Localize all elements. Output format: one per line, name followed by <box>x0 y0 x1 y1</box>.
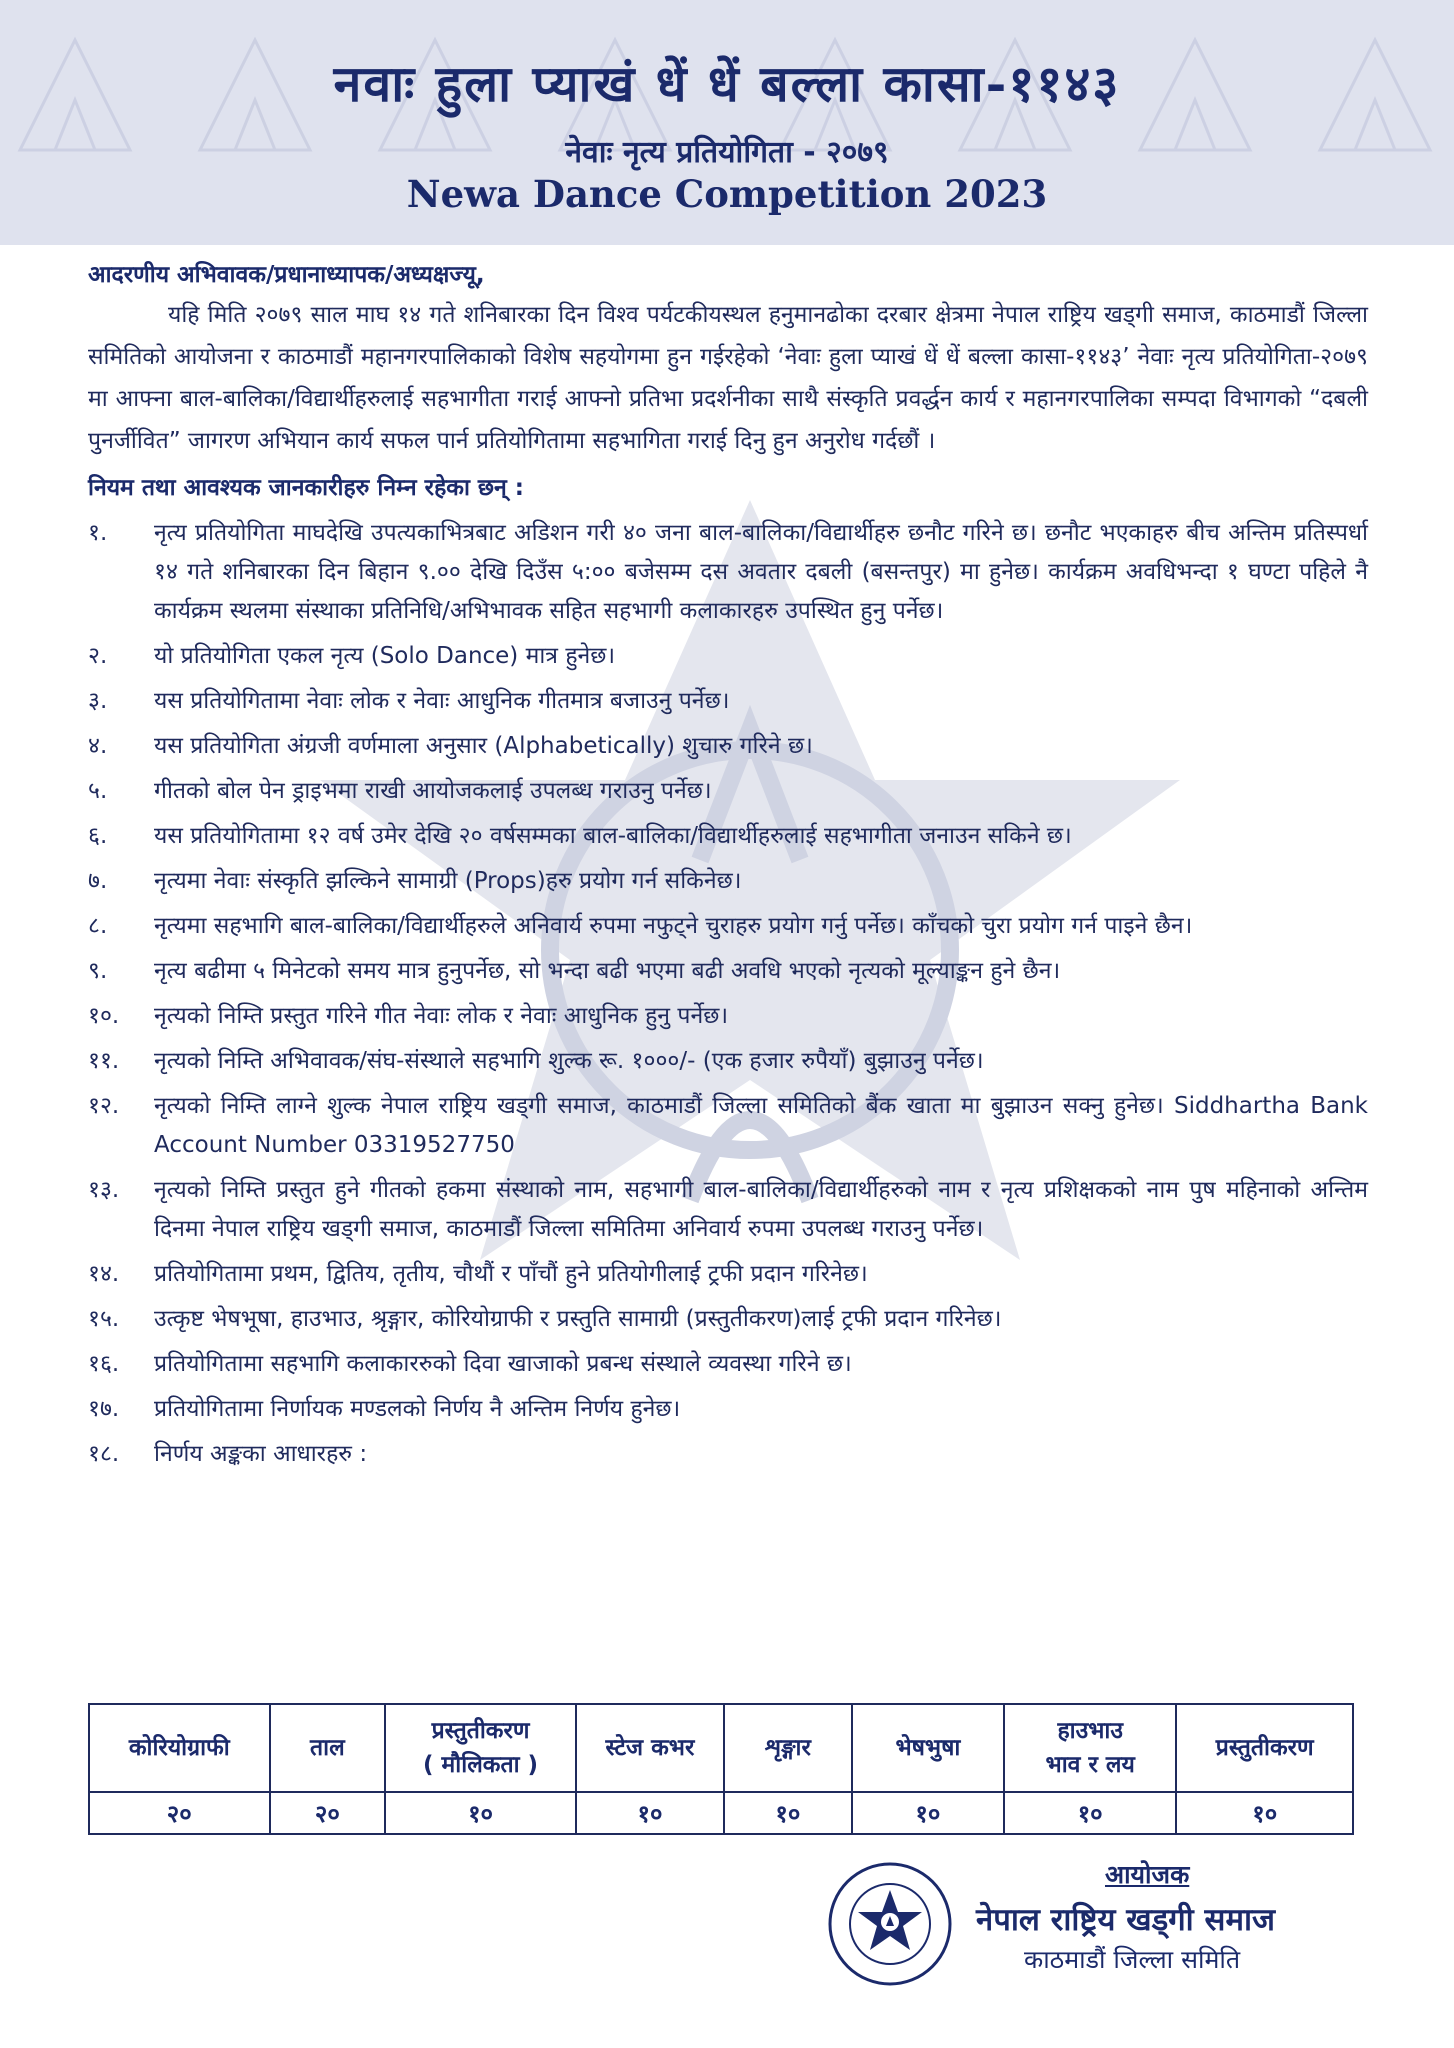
criteria-score: १० <box>852 1792 1004 1834</box>
rule-item <box>88 1042 1368 1081</box>
rule-item <box>88 682 1368 721</box>
scoring-criteria-table <box>88 1703 1354 1835</box>
table-header-row <box>89 1704 1353 1792</box>
rule-number: १४. <box>88 1261 120 1287</box>
table-row <box>89 1792 1353 1834</box>
rule-text: नृत्यको निम्ति प्रस्तुत हुने गीतको हकमा संस्थाको नाम, सहभागी बाल-बालिका/विद्यार्थीहरुको नाम र नृत्य प्रशिक्षकको नाम पुष महिनाको अन्तिम दिनमा नेपाल राष्ट्रिय खड्गी समाज, काठमाडौं जिल्ला समितिमा अनिवार्य रुपमा उपलब्ध गराउनु पर्नेछ। <box>154 1177 1368 1242</box>
rule-item <box>88 997 1368 1036</box>
title-newa-script: नवाः हुला प्याखं धें धें बल्ला कासा-११४३ <box>333 54 1121 113</box>
title-english: Newa Dance Competition 2023 <box>406 172 1048 216</box>
rule-number: ११. <box>88 1048 120 1074</box>
criteria-label: प्रस्तुतीकरण <box>431 1718 530 1744</box>
rules-heading: नियम तथा आवश्यक जानकारीहरु निम्न रहेका छन् : <box>88 475 525 501</box>
criteria-label: शृङ्गार <box>764 1735 811 1761</box>
rule-number: १८. <box>88 1441 120 1467</box>
rule-item <box>88 1435 1368 1474</box>
criteria-sublabel: ( मौलिकता ) <box>423 1752 539 1778</box>
criteria-header <box>1004 1704 1176 1792</box>
rule-number: ४. <box>88 733 108 759</box>
criteria-score: १० <box>1004 1792 1176 1834</box>
criteria-score: १० <box>576 1792 724 1834</box>
rule-item <box>88 637 1368 676</box>
criteria-header <box>1176 1704 1353 1792</box>
rule-item <box>88 1345 1368 1384</box>
organizer-name: नेपाल राष्ट्रिय खड्गी समाज <box>976 1902 1276 1938</box>
criteria-score: १० <box>724 1792 852 1834</box>
rule-text: उत्कृष्ट भेषभूषा, हाउभाउ, श्रृङ्गार, कोरियोग्राफी र प्रस्तुति सामाग्री (प्रस्तुतीकरण)लाई ट्रफी प्रदान गरिनेछ। <box>154 1306 1002 1332</box>
rule-number: १. <box>88 520 108 546</box>
criteria-label: ताल <box>310 1735 345 1761</box>
rule-text: नृत्यको निम्ति लाग्ने शुल्क नेपाल राष्ट्रिय खड्गी समाज, काठमाडौं जिल्ला समितिको बैंक खाता मा बुझाउन सक्नु हुनेछ। Siddhartha Bank Account Number 03319527750 <box>154 1093 1368 1158</box>
title-nepali: नेवाः नृत्य प्रतियोगिता - २०७९ <box>565 135 889 170</box>
criteria-header <box>270 1704 386 1792</box>
criteria-header <box>576 1704 724 1792</box>
rule-text: नृत्यको निम्ति प्रस्तुत गरिने गीत नेवाः लोक र नेवाः आधुनिक हुनु पर्नेछ। <box>154 1003 729 1029</box>
rule-item <box>88 772 1368 811</box>
rule-text: नृत्यमा नेवाः संस्कृति झल्किने सामाग्री (Props)हरु प्रयोग गर्न सकिनेछ। <box>154 868 742 894</box>
rule-item <box>88 817 1368 856</box>
organizer-role: आयोजक <box>1105 1860 1190 1889</box>
rule-text: यस प्रतियोगिता अंग्रजी वर्णमाला अनुसार (Alphabetically) शुचारु गरिने छ। <box>154 733 813 759</box>
criteria-score: १० <box>385 1792 576 1834</box>
rule-text: नृत्यको निम्ति अभिवावक/संघ-संस्थाले सहभागि शुल्क रू. १०००/- (एक हजार रुपैयाँ) बुझाउनु पर्नेछ। <box>154 1048 984 1074</box>
rule-item <box>88 1300 1368 1339</box>
rule-item <box>88 1087 1368 1165</box>
rule-number: ६. <box>88 823 108 849</box>
rule-text: प्रतियोगितामा निर्णायक मण्डलको निर्णय नै अन्तिम निर्णय हुनेछ। <box>154 1396 681 1422</box>
criteria-label: भेषभुषा <box>895 1735 961 1761</box>
rule-item <box>88 1171 1368 1249</box>
rule-number: ७. <box>88 868 108 894</box>
rule-number: १७. <box>88 1396 120 1422</box>
rule-text: यस प्रतियोगितामा १२ वर्ष उमेर देखि २० वर्षसम्मका बाल-बालिका/विद्यार्थीहरुलाई सहभागीता जनाउन सकिने छ। <box>154 823 1072 849</box>
rules-list <box>88 514 1368 1474</box>
rule-text: यस प्रतियोगितामा नेवाः लोक र नेवाः आधुनिक गीतमात्र बजाउनु पर्नेछ। <box>154 688 730 714</box>
criteria-label: कोरियोग्राफी <box>128 1735 230 1761</box>
criteria-header <box>724 1704 852 1792</box>
rule-text: प्रतियोगितामा सहभागि कलाकाररुको दिवा खाजाको प्रबन्ध संस्थाले व्यवस्था गरिने छ। <box>154 1351 852 1377</box>
criteria-score: २० <box>270 1792 386 1834</box>
criteria-label: स्टेज कभर <box>605 1735 695 1761</box>
organizer-branch: काठमाडौं जिल्ला समिति <box>1024 1945 1241 1974</box>
rule-item <box>88 1390 1368 1429</box>
criteria-label: प्रस्तुतीकरण <box>1215 1735 1314 1761</box>
criteria-header <box>385 1704 576 1792</box>
rule-item <box>88 727 1368 766</box>
rule-text: निर्णय अङ्कका आधारहरु : <box>154 1441 368 1467</box>
rule-text: प्रतियोगितामा प्रथम, द्वितिय, तृतीय, चौथौं र पाँचौं हुने प्रतियोगीलाई ट्रफी प्रदान गरिनेछ। <box>154 1261 868 1287</box>
organization-seal <box>826 1860 954 1988</box>
criteria-sublabel: भाव र लय <box>1045 1752 1135 1778</box>
rule-number: १३. <box>88 1177 120 1203</box>
letter-body <box>88 258 1368 1474</box>
rule-number: १२. <box>88 1093 120 1119</box>
rule-text: गीतको बोल पेन ड्राइभमा राखी आयोजकलाई उपलब्ध गराउनु पर्नेछ। <box>154 778 712 804</box>
rule-number: ३. <box>88 688 108 714</box>
rule-text: नृत्यमा सहभागि बाल-बालिका/विद्यार्थीहरुले अनिवार्य रुपमा नफुट्ने चुराहरु प्रयोग गर्नु पर्नेछ। काँचको चुरा प्रयोग गर्न पाइने छैन। <box>154 913 1193 939</box>
rule-number: १६. <box>88 1351 120 1377</box>
rule-item <box>88 862 1368 901</box>
criteria-header <box>89 1704 270 1792</box>
criteria-score: २० <box>89 1792 270 1834</box>
rule-item <box>88 907 1368 946</box>
rule-text: नृत्य बढीमा ५ मिनेटको समय मात्र हुनुपर्नेछ, सो भन्दा बढी भएमा बढी अवधि भएको नृत्यको मूल्याङ्कन हुने छैन। <box>154 958 1061 984</box>
rule-number: ८. <box>88 913 108 939</box>
intro-paragraph: यहि मिति २०७९ साल माघ १४ गते शनिबारका दिन विश्व पर्यटकीयस्थल हनुमानढोका दरबार क्षेत्रमा नेपाल राष्ट्रिय खड्गी समाज, काठमाडौं जिल्ला समितिको आयोजना र काठमाडौं महानगरपालिकाको विशेष सहयोगमा हुन गईरहेको ‘नेवाः हुला प्याखं धें धें बल्ला कासा-११४३’ नेवाः नृत्य प्रतियोगिता-२०७९ मा आफ्ना बाल-बालिका/विद्यार्थीहरुलाई सहभागीता गराई आफ्नो प्रतिभा प्रदर्शनीका साथै संस्कृति प्रवर्द्धन कार्य र महानगरपालिका सम्पदा विभागको “दबली पुनर्जीवित” जागरण अभियान कार्य सफल पार्न प्रतियोगितामा सहभागिता गराई दिनु हुन अनुरोध गर्दछौं । <box>88 302 1368 454</box>
criteria-score: १० <box>1176 1792 1353 1834</box>
rule-number: ९. <box>88 958 108 984</box>
rule-number: १०. <box>88 1003 120 1029</box>
salutation: आदरणीय अभिवावक/प्रधानाध्यापक/अध्यक्षज्यू, <box>88 262 485 288</box>
rule-text: यो प्रतियोगिता एकल नृत्य (Solo Dance) मात्र हुनेछ। <box>154 643 616 669</box>
rule-number: ५. <box>88 778 108 804</box>
criteria-header <box>852 1704 1004 1792</box>
rule-item <box>88 1255 1368 1294</box>
rule-item <box>88 514 1368 631</box>
criteria-label: हाउभाउ <box>1057 1718 1123 1744</box>
rule-text: नृत्य प्रतियोगिता माघदेखि उपत्यकाभित्रबाट अडिशन गरी ४० जना बाल-बालिका/विद्यार्थीहरु छनौट गरिने छ। छनौट भएकाहरु बीच अन्तिम प्रतिस्पर्धा १४ गते शनिबारका दिन बिहान ९.०० देखि दिउँस ५:०० बजेसम्म दस अवतार दबली (बसन्तपुर) मा हुनेछ। कार्यक्रम अवधिभन्दा १ घण्टा पहिले नै कार्यक्रम स्थलमा संस्थाका प्रतिनिधि/अभिभावक सहित सहभागी कलाकारहरु उपस्थित हुनु पर्नेछ। <box>154 520 1368 624</box>
rule-number: २. <box>88 643 108 669</box>
rule-number: १५. <box>88 1306 120 1332</box>
header-banner <box>0 0 1454 245</box>
rule-item <box>88 952 1368 991</box>
